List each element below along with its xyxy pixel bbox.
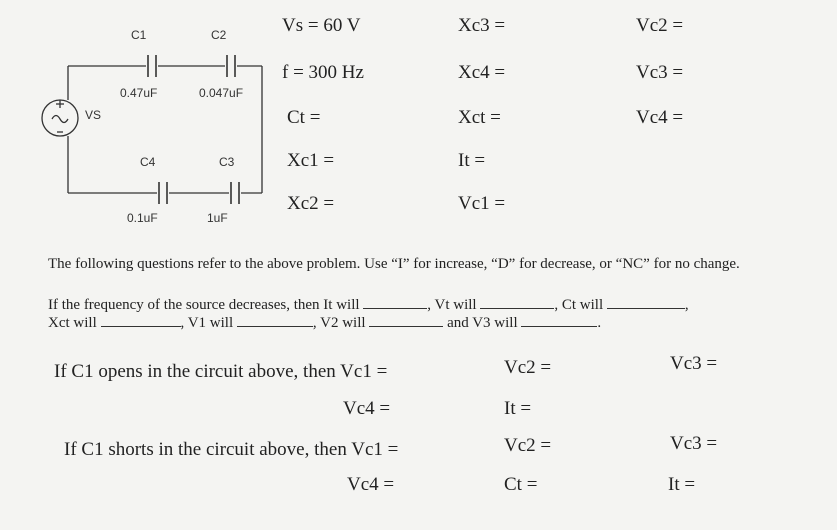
c1-open-vc4: Vc4 = bbox=[343, 398, 391, 419]
param-xc2: Xc2 = bbox=[287, 193, 335, 214]
c1-short-vc4: Vc4 = bbox=[347, 474, 395, 495]
param-vc1: Vc1 = bbox=[458, 193, 506, 214]
c1-value: 0.47uF bbox=[120, 86, 158, 100]
freq-question-part4: , bbox=[684, 297, 689, 313]
c1-short-vc1: If C1 shorts in the circuit above, then Vc1 = bbox=[64, 439, 399, 460]
param-vs: Vs = 60 V bbox=[282, 15, 361, 36]
param-it: It = bbox=[458, 150, 486, 171]
c1-short-vc3: Vc3 = bbox=[670, 433, 718, 454]
ac-source-icon bbox=[42, 100, 78, 136]
c1-open-it: It = bbox=[504, 398, 532, 419]
freq-question-part5: Xct will bbox=[48, 315, 97, 331]
param-xc4: Xc4 = bbox=[458, 62, 506, 83]
c1-open-vc2: Vc2 = bbox=[504, 357, 552, 378]
param-xc1: Xc1 = bbox=[287, 150, 335, 171]
capacitor-c2-symbol bbox=[227, 55, 235, 77]
param-vc3: Vc3 = bbox=[636, 62, 684, 83]
c4-value: 0.1uF bbox=[127, 211, 158, 225]
capacitor-c3-symbol bbox=[231, 182, 239, 204]
answer-vt-blank[interactable] bbox=[480, 296, 554, 309]
param-xct: Xct = bbox=[458, 107, 501, 128]
source-label: VS bbox=[85, 108, 102, 122]
answer-v3-blank[interactable] bbox=[521, 314, 597, 327]
param-f: f = 300 Hz bbox=[282, 62, 364, 83]
freq-question-line2 bbox=[48, 314, 601, 332]
c2-label: C2 bbox=[211, 28, 227, 42]
c3-value: 1uF bbox=[207, 211, 228, 225]
c1-short-it: It = bbox=[668, 474, 696, 495]
freq-question-part7: , V2 will bbox=[312, 315, 366, 331]
capacitor-c4-symbol bbox=[159, 182, 167, 204]
param-vc4: Vc4 = bbox=[636, 107, 684, 128]
answer-it-blank[interactable] bbox=[363, 296, 427, 309]
freq-question-part8: and V3 will bbox=[447, 315, 518, 331]
freq-question-part9: . bbox=[597, 315, 602, 331]
c1-open-vc1: If C1 opens in the circuit above, then Vc1 = bbox=[54, 361, 388, 382]
freq-question-part6: , V1 will bbox=[180, 315, 234, 331]
answer-xct-blank[interactable] bbox=[101, 314, 181, 327]
c4-label: C4 bbox=[140, 155, 156, 169]
param-ct: Ct = bbox=[287, 107, 321, 128]
param-xc3: Xc3 = bbox=[458, 15, 506, 36]
answer-ct-blank[interactable] bbox=[607, 296, 685, 309]
param-vc2: Vc2 = bbox=[636, 15, 684, 36]
c3-label: C3 bbox=[219, 155, 235, 169]
c1-short-vc2: Vc2 = bbox=[504, 435, 552, 456]
answer-v1-blank[interactable] bbox=[237, 314, 313, 327]
c1-label: C1 bbox=[131, 28, 147, 42]
capacitor-c1-symbol bbox=[148, 55, 156, 77]
answer-v2-blank[interactable] bbox=[369, 314, 443, 327]
c1-short-ct: Ct = bbox=[504, 474, 538, 495]
freq-question-line1 bbox=[48, 296, 689, 314]
instructions-text: The following questions refer to the above problem. Use “I” for increase, “D” for decrease, or “NC” for no change. bbox=[48, 256, 740, 272]
freq-question-part3: , Ct will bbox=[554, 297, 604, 313]
freq-question-part1: If the frequency of the source decreases, then It will bbox=[48, 297, 360, 313]
freq-question-part2: , Vt will bbox=[427, 297, 477, 313]
c1-open-vc3: Vc3 = bbox=[670, 353, 718, 374]
c2-value: 0.047uF bbox=[199, 86, 244, 100]
